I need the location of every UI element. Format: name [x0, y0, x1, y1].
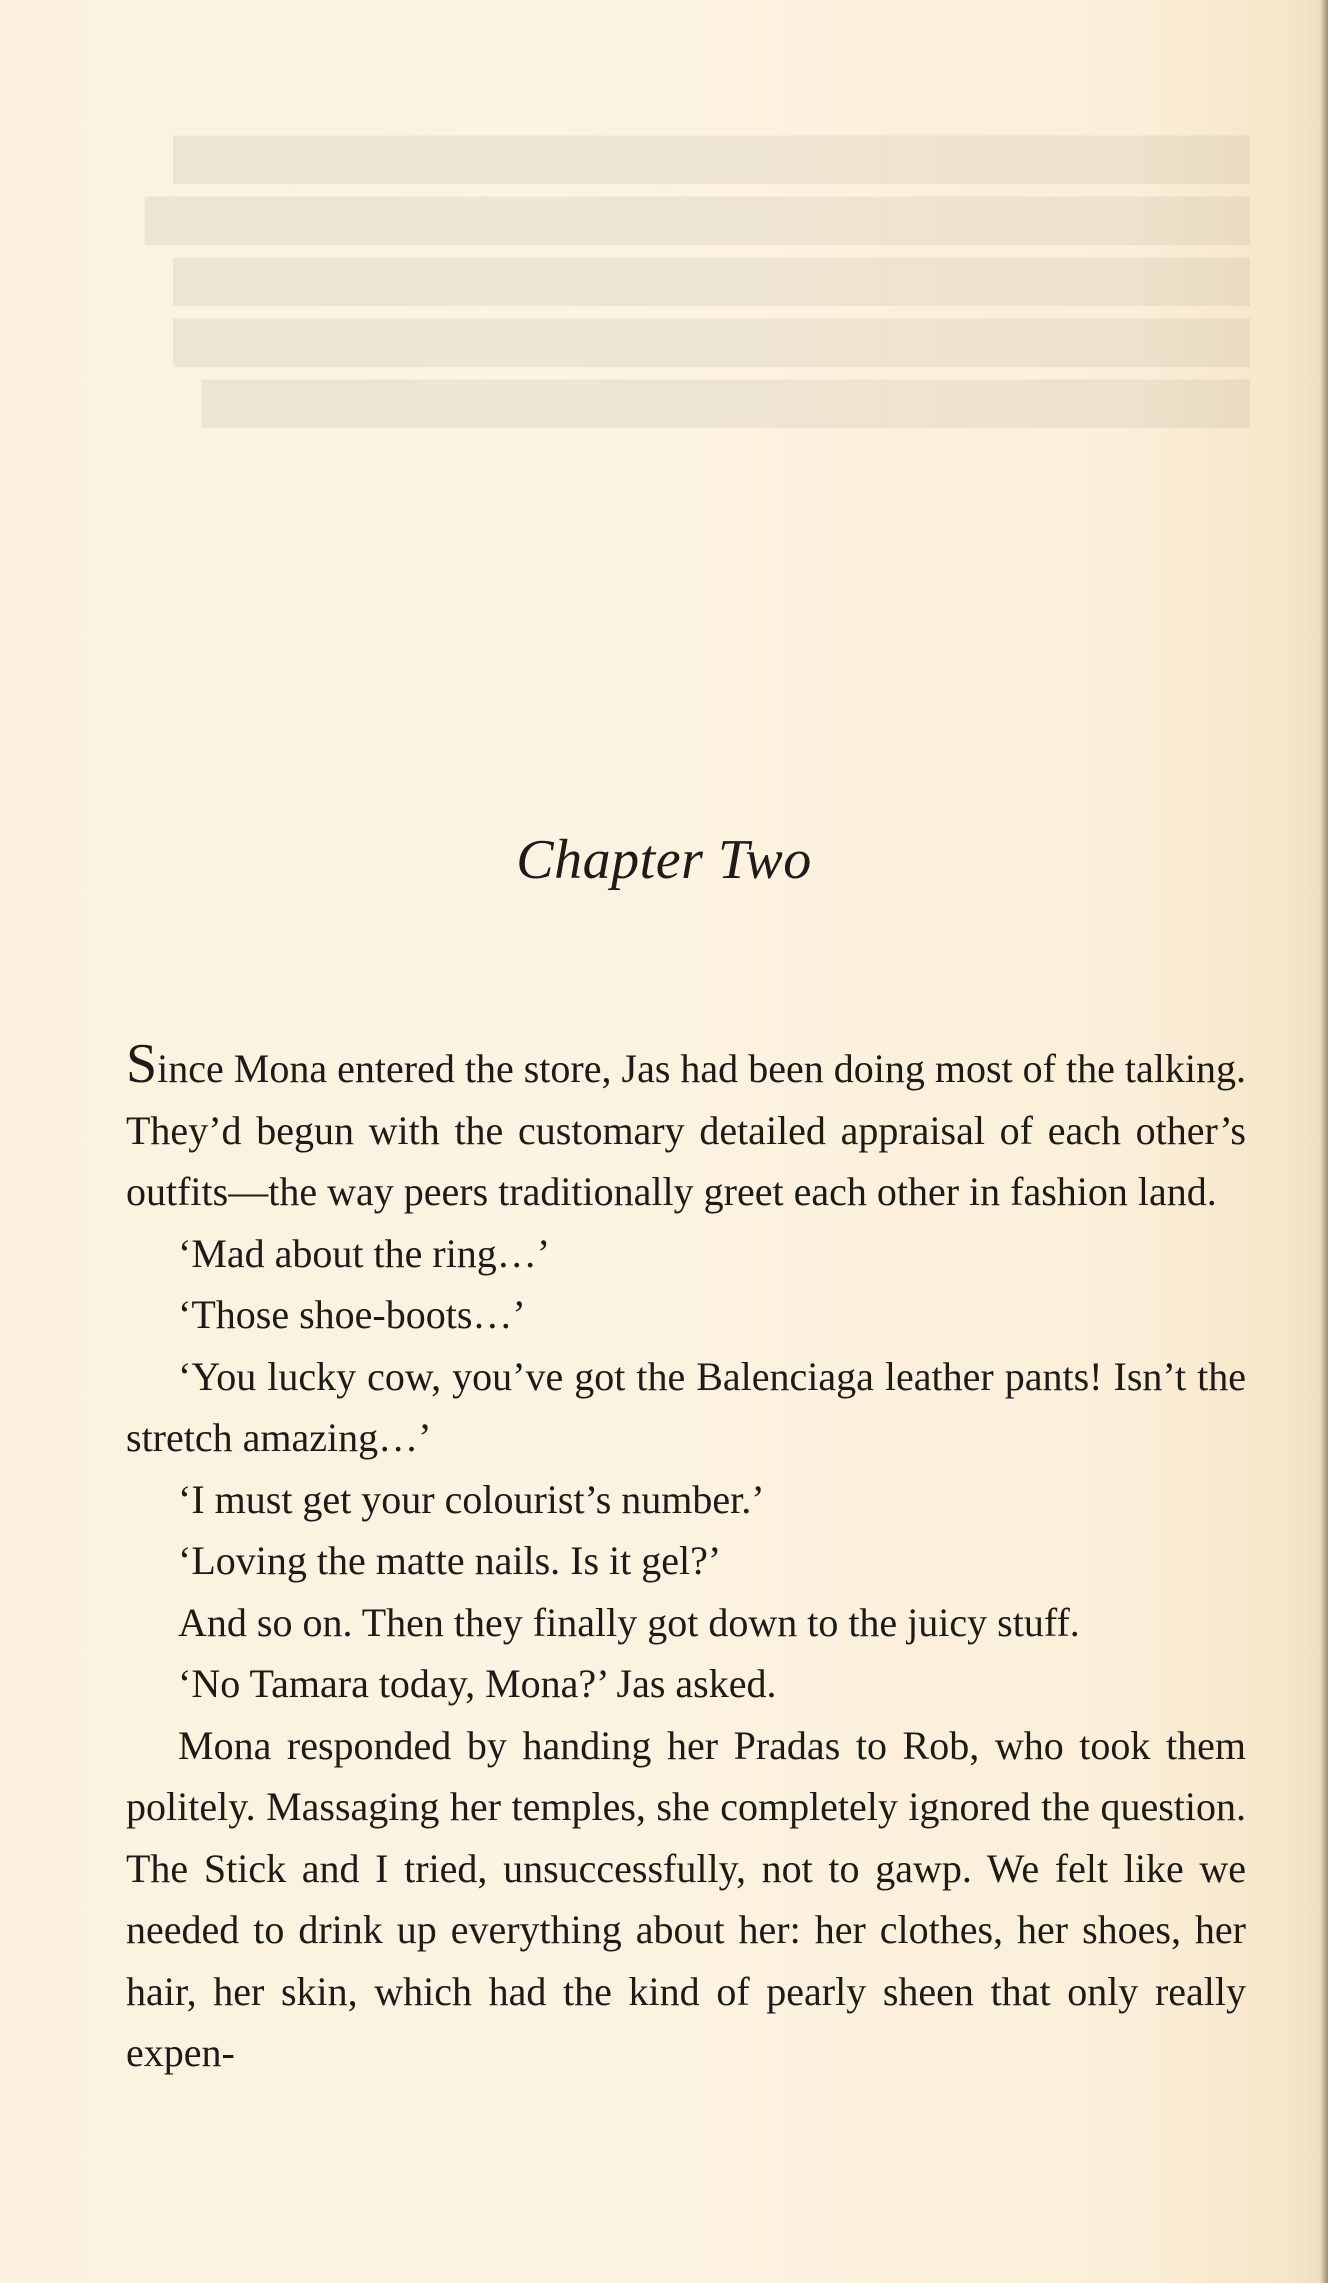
paragraph: And so on. Then they finally got down to the juicy stuff. — [178, 1599, 1080, 1645]
opening-paragraph-text: ince Mona entered the store, Jas had been doing most of the talking. They’d begun with the customary detailed appraisal of each other’s outfits—the way peers traditionally greet each other in fashion land. — [126, 1046, 1246, 1214]
paragraph: ‘Mad about the ring…’ — [178, 1230, 551, 1276]
page-edge — [1320, 0, 1328, 2283]
paragraph: ‘Loving the matte nails. Is it gel?’ — [178, 1538, 722, 1583]
paragraph: ‘You lucky cow, you’ve got the Balenciaga leather pants! Isn’t the stretch amazing…’ — [126, 1353, 1246, 1460]
opening-paragraph — [126, 1033, 1246, 1223]
drop-cap: S — [126, 1033, 158, 1095]
paragraph: ‘Those shoe-boots…’ — [178, 1292, 526, 1337]
paragraph: ‘No Tamara today, Mona?’ Jas asked. — [178, 1661, 777, 1706]
chapter-title: Chapter Two — [516, 829, 812, 891]
body-text — [126, 1033, 1246, 2084]
paragraph: ‘I must get your colourist’s number.’ — [178, 1476, 765, 1522]
show-through-text: ██████████████████████████████████████ ███████████████████████████████████████ ██████████████████████████████████████ ██████████████████████████████████████ █████████████████████████████████████ — [144, 136, 1250, 425]
paragraph: Mona responded by handing her Pradas to Rob, who took them politely. Massaging her temples, she completely ignored the question. The Stick and I tried, unsuccessfully, not to gawp. We felt like we needed to drink up everything about her: her clothes, her shoes, her hair, her skin, which had the kind of pearly sheen that only really expen- — [126, 1722, 1246, 2075]
